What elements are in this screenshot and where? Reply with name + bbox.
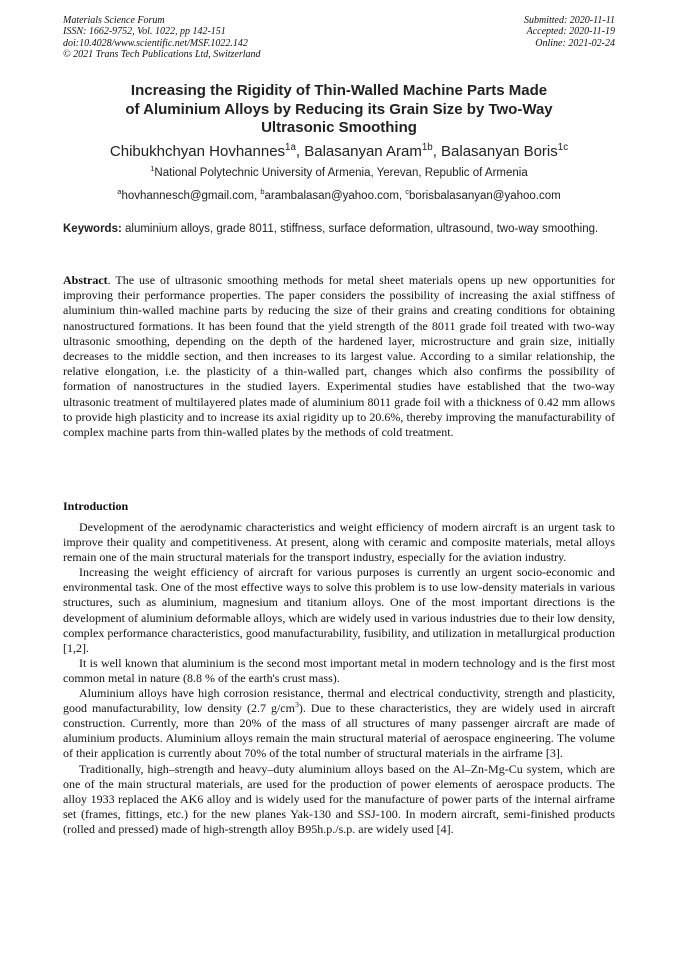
email-a: hovhannesch@gmail.com xyxy=(121,190,254,202)
title-line-3: Ultrasonic Smoothing xyxy=(261,119,417,136)
online-date: Online: 2021-02-24 xyxy=(535,37,615,49)
keywords-text: aluminium alloys, grade 8011, stiffness, surface deformation, ultrasound, two-way smoothing. xyxy=(121,223,599,235)
email-sep: , xyxy=(398,190,406,202)
journal-header-right xyxy=(524,15,615,49)
introduction-body xyxy=(63,520,615,837)
paragraph: Development of the aerodynamic characteristics and weight efficiency of modern aircraft is an urgent task to improve their quality and competitiveness. At present, along with ceramic and composite materials, metal alloys remain one of the main structural materials for the transport industry, especially for the aviation industry. xyxy=(63,520,615,565)
abstract-label: Abstract xyxy=(63,273,108,287)
email-c: borisbalasanyan@yahoo.com xyxy=(409,190,561,202)
author-sep: , xyxy=(295,143,305,160)
paragraph: Increasing the weight efficiency of aircraft for various purposes is currently an urgent socio-economic and environmental task. One of the most effective ways to solve this problem is to use low-density materials in various structures, such as aluminium, magnesium and titanium alloys. One of the most important directions is the development of aluminium deformable alloys, which are widely used in various industries due to their low density, complex performance characteristics, good manufacturability, fusibility, and utilization in metallurgical production [1,2]. xyxy=(63,565,615,655)
journal-doi: doi:10.4028/www.scientific.net/MSF.1022.142 xyxy=(63,37,248,49)
email-sep: , xyxy=(253,190,261,202)
author-3: Balasanyan Boris xyxy=(441,143,558,160)
email-a-sup: a xyxy=(117,187,122,197)
affiliation-sup: 1 xyxy=(150,164,155,174)
paragraph: It is well known that aluminium is the second most important metal in modern technology and is the first most common metal in nature (8.8 % of the earth's crust mass). xyxy=(63,655,615,685)
title-line-1: Increasing the Rigidity of Thin-Walled Machine Parts Made xyxy=(130,82,548,99)
author-sep: , xyxy=(432,143,442,160)
density-exponent: 3 xyxy=(294,700,299,710)
submitted-date: Submitted: 2020-11-11 xyxy=(523,15,615,26)
author-1-sup: 1a xyxy=(285,142,296,153)
author-1: Chibukhchyan Hovhannes xyxy=(109,143,286,160)
author-2: Balasanyan Aram xyxy=(304,143,422,160)
email-b: arambalasan@yahoo.com xyxy=(264,190,399,202)
journal-issn: ISSN: 1662-9752, Vol. 1022, pp 142-151 xyxy=(63,26,226,38)
email-list xyxy=(63,189,615,203)
email-c-sup: c xyxy=(405,187,410,197)
introduction-heading: Introduction xyxy=(63,499,129,513)
paragraph-part: Aluminium alloys have high corrosion resistance, thermal and electrical conductivity, strength and plasticity, good manufacturability, low density (2.7 g/cm xyxy=(63,686,615,716)
affiliation-text: National Polytechnic University of Armenia, Yerevan, Republic of Armenia xyxy=(154,167,528,179)
abstract-text: . The use of ultrasonic smoothing methods for metal sheet materials opens up new opportunities for improving their performance properties. The paper considers the possibility of increasing the axial stiffness of aluminium thin-walled machine parts by reducing the size of their grains and creating conditions for obtaining nanostructured formations. It has been found that the yield strength of the 8011 grade foil treated with two-way ultrasonic smoothing, depending on the depth of the hardened layer, microstructure and grain size, initially decreases to the middle section, and then increases to its largest value. According to a similar relationship, the relative elongation, i.e. the plasticity of a thin-walled part, changes which also confirms the possibility of formation of nanostructures in the studied layers. Experimental studies have established that the two-way ultrasonic treatment of multilayered plates made of aluminium 8011 grade foil with a thickness of 0.42 mm allows to provide high plasticity and to increase its axial rigidity up to 20.6%, thereby improving the manufacturability of complex machine parts from thin-walled plates by the methods of cold treatment. xyxy=(63,273,615,440)
keywords-label: Keywords: xyxy=(63,223,122,235)
title-line-2: of Aluminium Alloys by Reducing its Grain Size by Two-Way xyxy=(125,100,553,118)
paragraph-part: ). Due to these characteristics, they are widely used in aircraft construction. Currently, more than 20% of the mass of all structures of many passenger aircraft are made of aluminium products. Aluminium alloys remain the main structural material of aerospace engineering. The volume of their application is currently about 70% of the total number of structural materials in the airframe [3]. xyxy=(63,701,615,761)
journal-copyright: © 2021 Trans Tech Publications Ltd, Switzerland xyxy=(63,49,261,61)
paragraph xyxy=(63,686,615,761)
paper-title xyxy=(63,82,615,138)
paragraph: Traditionally, high–strength and heavy–duty aluminium alloys based on the Al–Zn-Mg-Cu system, which are one of the main structural materials, are used for the production of power elements of aerospace products. The alloy 1933 replaced the AK6 alloy and is widely used for the manufacture of power parts of the internal airframe set (frames, fittings, etc.) for the new planes Yak-130 and SSJ-100. In modern aircraft, semi-finished products (rolled and pressed) made of high-strength alloy B95h.p./s.p. are widely used [4]. xyxy=(63,761,615,836)
journal-header-left xyxy=(63,15,261,61)
author-3-sup: 1c xyxy=(557,142,569,153)
abstract xyxy=(63,273,615,440)
journal-name: Materials Science Forum xyxy=(63,15,165,26)
author-list xyxy=(63,143,615,161)
accepted-date: Accepted: 2020-11-19 xyxy=(526,26,615,38)
affiliation xyxy=(63,166,615,180)
keywords xyxy=(63,223,615,237)
author-2-sup: 1b xyxy=(421,142,433,153)
email-b-sup: b xyxy=(260,187,265,197)
